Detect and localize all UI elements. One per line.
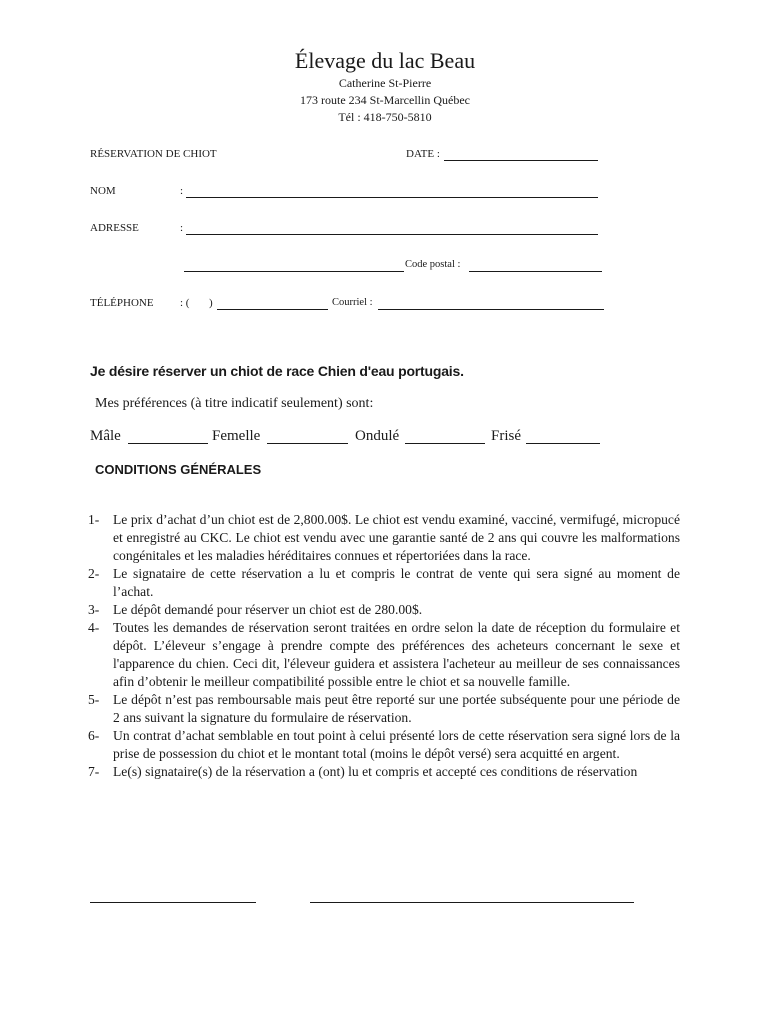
signature-line[interactable] [310,902,634,903]
owner-name: Catherine St-Pierre [338,76,432,90]
option-wavy-label: Ondulé [355,428,400,444]
email-label: Courriel : [332,297,373,308]
option-male-label: Mâle [90,428,121,444]
address-label: ADRESSE [90,222,139,234]
email-field[interactable] [378,309,604,310]
postal-code-field[interactable] [469,271,602,272]
phone-label: TÉLÉPHONE [90,297,154,309]
option-curly-label: Frisé [491,428,521,444]
conditions-list [88,511,680,781]
option-curly-field[interactable] [526,443,600,444]
name-label: NOM [90,185,116,197]
phone-field[interactable] [217,309,328,310]
condition-item: 6- Un contrat d’achat semblable en tout point à celui présenté lors de cette réservation sera signé lors de la prise de possession du chiot et le montant total (moins le dépôt versé) sera acquitté en argent. [88,728,680,761]
phone-close-paren: ) [209,297,213,309]
option-wavy-field[interactable] [405,443,485,444]
preferences-intro: Mes préférences (à titre indicatif seulement) sont: [95,396,374,411]
condition-item: 3- Le dépôt demandé pour réserver un chiot est de 280.00$. [88,602,423,617]
reservation-statement: Je désire réserver un chiot de race Chien d'eau portugais. [90,363,464,379]
condition-item: 4- Toutes les demandes de réservation seront traitées en ordre selon la date de réception du formulaire et dépôt. L’éleveur s’engage à prendre compte des préférences des acheteurs concernant le sexe et l'apparence du chien. Ceci dit, l'éleveur guidera et assistera l'acheteur au meilleur de ses connaissances afin d’obtenir le meilleur compatibilité possible entre le chiot et sa nouvelle famille. [88,620,680,689]
condition-item: 1- Le prix d’achat d’un chiot est de 2,800.00$. Le chiot est vendu examiné, vacciné, vermifugé, micropucé et enregistré au CKC. Le chiot est vendu avec une garantie santé de 2 ans qui couvre les malformations congénitales et les maladies héréditaires connues et répertoriées dans la race. [88,512,680,563]
address-field[interactable] [186,234,598,235]
signature-date-line[interactable] [90,902,256,903]
conditions-title: CONDITIONS GÉNÉRALES [95,462,262,477]
option-female-field[interactable] [267,443,348,444]
condition-item: 5- Le dépôt n’est pas remboursable mais peut être reporté sur une portée subséquente pour une période de 2 ans suivant la signature du formulaire de réservation. [88,692,680,725]
date-label: DATE : [406,148,440,160]
condition-item: 2- Le signataire de cette réservation a lu et compris le contrat de vente qui sera signé au moment de l’achat. [88,566,680,599]
postal-code-label: Code postal : [405,259,461,270]
phone-prefix: : ( [180,297,190,309]
option-female-label: Femelle [212,428,261,444]
kennel-phone: Tél : 418-750-5810 [338,110,432,124]
form-heading: RÉSERVATION DE CHIOT [90,148,217,160]
name-field[interactable] [186,197,598,198]
option-male-field[interactable] [128,443,208,444]
address-line2-field[interactable] [184,271,404,272]
condition-item: 7- Le(s) signataire(s) de la réservation a (ont) lu et compris et accepté ces conditions de réservation [88,764,638,779]
date-field[interactable] [444,160,598,161]
document-title: Élevage du lac Beau [294,48,476,73]
name-colon: : [180,185,184,197]
address-colon: : [180,222,184,234]
kennel-address: 173 route 234 St-Marcellin Québec [300,93,470,107]
